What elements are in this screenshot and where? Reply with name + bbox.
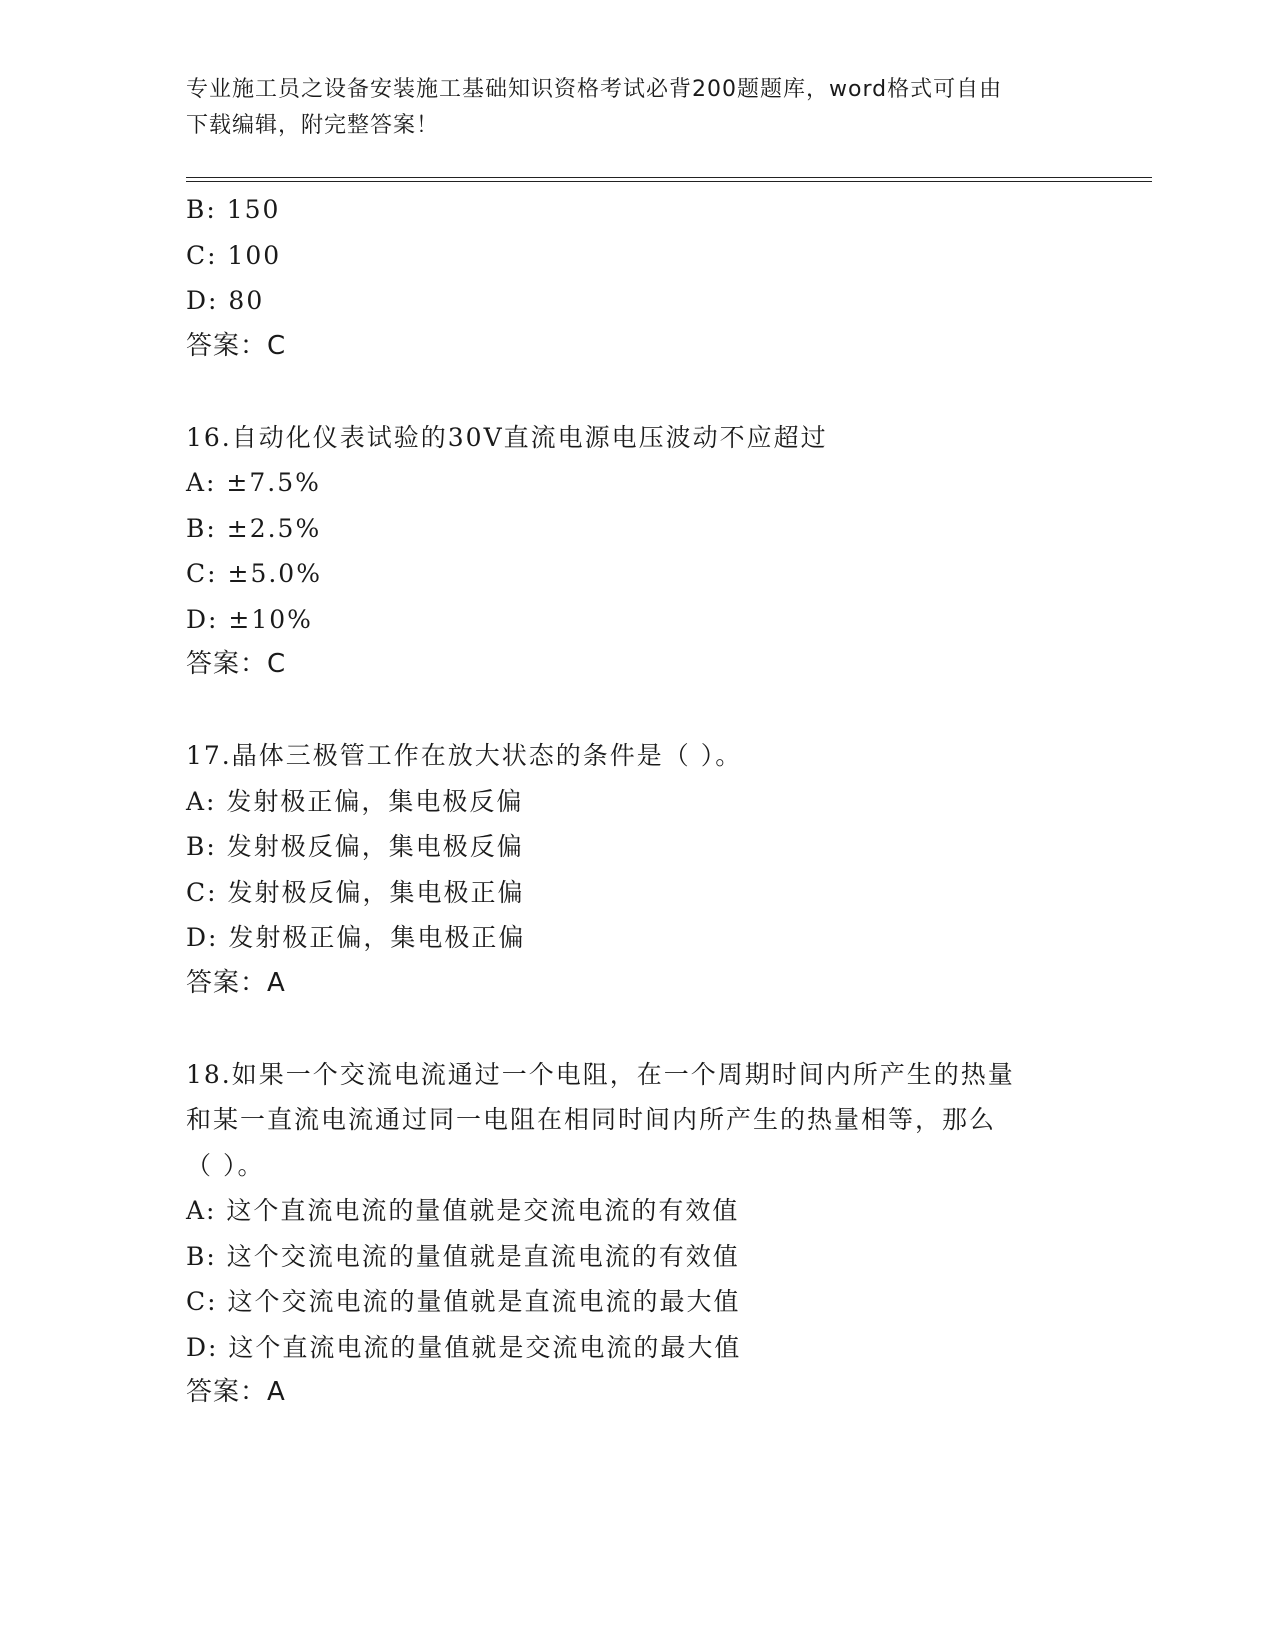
option-d: D: 这个直流电流的量值就是交流电流的最大值 (186, 1332, 742, 1362)
option-b: B: ±2.5% (186, 513, 322, 543)
option-a: A: 发射极正偏，集电极反偏 (186, 786, 524, 816)
question-title: 16.自动化仪表试验的30V直流电源电压波动不应超过 (186, 422, 828, 452)
option-c: C: 这个交流电流的量值就是直流电流的最大值 (186, 1287, 741, 1316)
answer-text: 答案：C (186, 330, 287, 361)
header-divider-top (186, 177, 1152, 178)
header-line-2: 下载编辑，附完整答案！ (186, 113, 440, 138)
header-line-1: 专业施工员之设备安装施工基础知识资格考试必背200题题库，word格式可自由 (186, 77, 1003, 102)
option-c: C: 100 (186, 240, 282, 270)
header-divider-bottom (186, 181, 1152, 182)
question-16 (186, 415, 1086, 688)
answer-text: 答案：A (186, 967, 286, 998)
question-title-line-2: 和某一直流电流通过同一电阻在相同时间内所产生的热量相等，那么 (186, 1105, 997, 1134)
option-d: D: 80 (186, 286, 265, 315)
option-b: B: 这个交流电流的量值就是直流电流的有效值 (186, 1241, 740, 1271)
question-18 (186, 1052, 1086, 1416)
partial-question-15 (186, 187, 1086, 369)
question-17 (186, 733, 1086, 1006)
option-a: A: ±7.5% (186, 468, 321, 497)
question-list (186, 187, 1086, 1416)
question-title-line-1: 18.如果一个交流电流通过一个电阻，在一个周期时间内所产生的热量 (186, 1059, 1015, 1089)
option-a: A: 这个直流电流的量值就是交流电流的有效值 (186, 1196, 740, 1225)
option-d: D: 发射极正偏，集电极正偏 (186, 923, 526, 952)
answer-text: 答案：C (186, 649, 287, 679)
option-d: D: ±10% (186, 604, 313, 634)
option-c: C: ±5.0% (186, 559, 322, 588)
option-c: C: 发射极反偏，集电极正偏 (186, 877, 525, 907)
question-title: 17.晶体三极管工作在放大状态的条件是（ ）。 (186, 741, 743, 770)
answer-text: 答案：A (186, 1377, 286, 1407)
document-header (186, 72, 1066, 144)
question-title-line-3: （ ）。 (186, 1150, 265, 1180)
option-b: B: 150 (186, 195, 281, 224)
option-b: B: 发射极反偏，集电极反偏 (186, 832, 524, 861)
